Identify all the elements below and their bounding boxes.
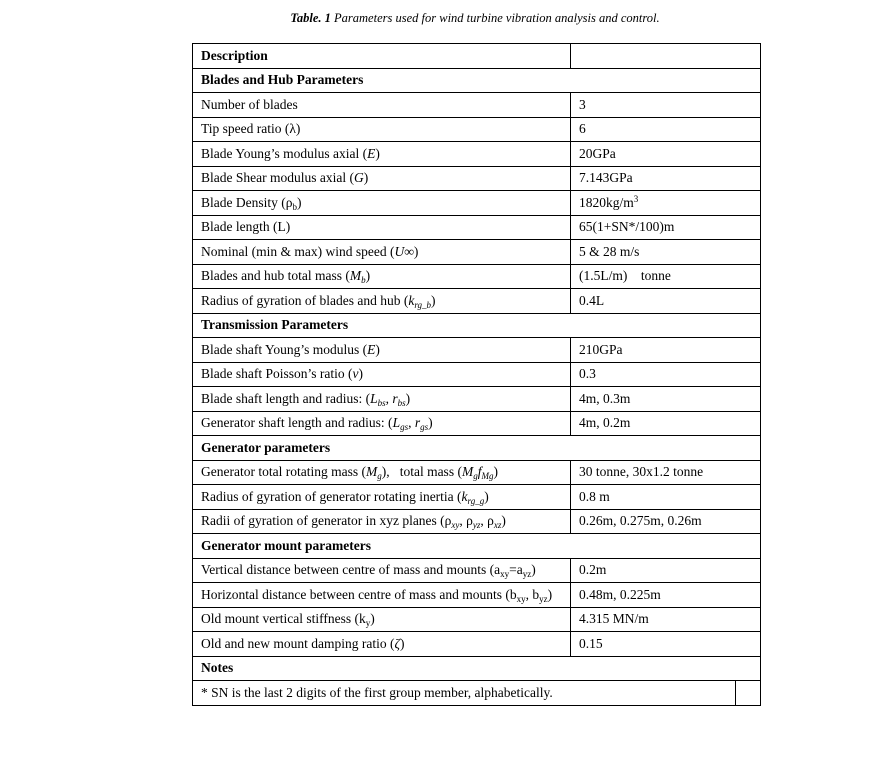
row-value: 30 tonne, 30x1.2 tonne [571, 460, 761, 485]
table-row [193, 240, 761, 265]
section-notes: Notes [193, 656, 761, 681]
row-value: 0.2m [571, 558, 761, 583]
row-label: Generator total rotating mass $(M_g)$, total mass $(M_gf_{Mg})$ [193, 460, 571, 485]
row-label: Radii of gyration of generator in xyz planes ($\rho_{xy}$, $\rho_{yz}$, $\rho_{xz}$) [193, 509, 571, 534]
row-value: 5 & 28 m/s [571, 240, 761, 265]
parameters-table [192, 43, 761, 706]
row-label: Generator shaft length and radius: ($L_{gs}$, $r_{gs}$) [193, 411, 571, 436]
table-row [193, 632, 761, 657]
table-row [193, 166, 761, 191]
table-row [193, 485, 761, 510]
row-value: (1.5L/m) tonne [571, 264, 761, 289]
note-cell [193, 681, 761, 706]
row-value: 210GPa [571, 338, 761, 363]
row-label: Blade shaft Young’s modulus (E) [193, 338, 571, 363]
row-label: Vertical distance between centre of mass and mounts $(a_{xy}=a_{yz})$ [193, 558, 571, 583]
row-label: Radius of gyration of generator rotating inertia $(k_{rg\_g})$ [193, 485, 571, 510]
row-value: 65(1+SN*/100)m [571, 215, 761, 240]
row-value: 3 [571, 93, 761, 118]
header-description: Description [193, 44, 571, 69]
table-row [193, 411, 761, 436]
section-row [193, 436, 761, 461]
table-row [193, 289, 761, 314]
row-label: Old and new mount damping ratio (ζ) [193, 632, 571, 657]
table-row [193, 191, 761, 216]
row-value: 0.3 [571, 362, 761, 387]
table-row [193, 558, 761, 583]
table-row [193, 338, 761, 363]
table-row [193, 264, 761, 289]
row-value: 7.143GPa [571, 166, 761, 191]
row-label: Old mount vertical stiffness $(k_y)$ [193, 607, 571, 632]
table-row [193, 117, 761, 142]
section-mount: Generator mount parameters [193, 534, 761, 559]
table-row [193, 215, 761, 240]
section-row [193, 313, 761, 338]
table-row [193, 460, 761, 485]
table-header-row [193, 44, 761, 69]
row-label: Nominal (min & max) wind speed (U∞) [193, 240, 571, 265]
note-text: * SN is the last 2 digits of the first group member, alphabetically. [193, 681, 736, 705]
table-row [193, 509, 761, 534]
row-value: 4m, 0.3m [571, 387, 761, 412]
row-label: Blade Shear modulus axial (G) [193, 166, 571, 191]
row-label: Blade Density $(\rho_b)$ [193, 191, 571, 216]
row-value: 0.15 [571, 632, 761, 657]
table-caption [0, 11, 889, 26]
section-row [193, 534, 761, 559]
caption-text: Parameters used for wind turbine vibration analysis and control. [334, 11, 660, 25]
section-generator: Generator parameters [193, 436, 761, 461]
table-row [193, 93, 761, 118]
table-row [193, 607, 761, 632]
row-label: Radius of gyration of blades and hub $(k_{rg\_b})$ [193, 289, 571, 314]
row-label: Horizontal distance between centre of mass and mounts ($b_{xy}$, $b_{yz}$) [193, 583, 571, 608]
row-value: 0.8 m [571, 485, 761, 510]
table-row [193, 583, 761, 608]
table-row [193, 142, 761, 167]
row-value: 6 [571, 117, 761, 142]
section-transmission: Transmission Parameters [193, 313, 761, 338]
caption-label: Table. 1 [290, 11, 331, 25]
row-label: Blade shaft Poisson’s ratio (ν) [193, 362, 571, 387]
section-row [193, 68, 761, 93]
row-label: Number of blades [193, 93, 571, 118]
section-blades: Blades and Hub Parameters [193, 68, 761, 93]
row-label: Tip speed ratio (λ) [193, 117, 571, 142]
row-value: $1820kg/m^3$ [571, 191, 761, 216]
row-label: Blade shaft length and radius: ($L_{bs}$, $r_{bs}$) [193, 387, 571, 412]
note-row [193, 681, 761, 706]
row-label: Blades and hub total mass $(M_b)$ [193, 264, 571, 289]
table-row [193, 362, 761, 387]
header-value [571, 44, 761, 69]
row-value: 0.4L [571, 289, 761, 314]
row-value: 20GPa [571, 142, 761, 167]
row-value: 4m, 0.2m [571, 411, 761, 436]
note-empty-cell [736, 681, 760, 705]
table-row [193, 387, 761, 412]
section-row [193, 656, 761, 681]
row-value: 4.315 MN/m [571, 607, 761, 632]
row-label: Blade Young’s modulus axial (E) [193, 142, 571, 167]
row-value: 0.48m, 0.225m [571, 583, 761, 608]
row-value: 0.26m, 0.275m, 0.26m [571, 509, 761, 534]
row-label: Blade length (L) [193, 215, 571, 240]
